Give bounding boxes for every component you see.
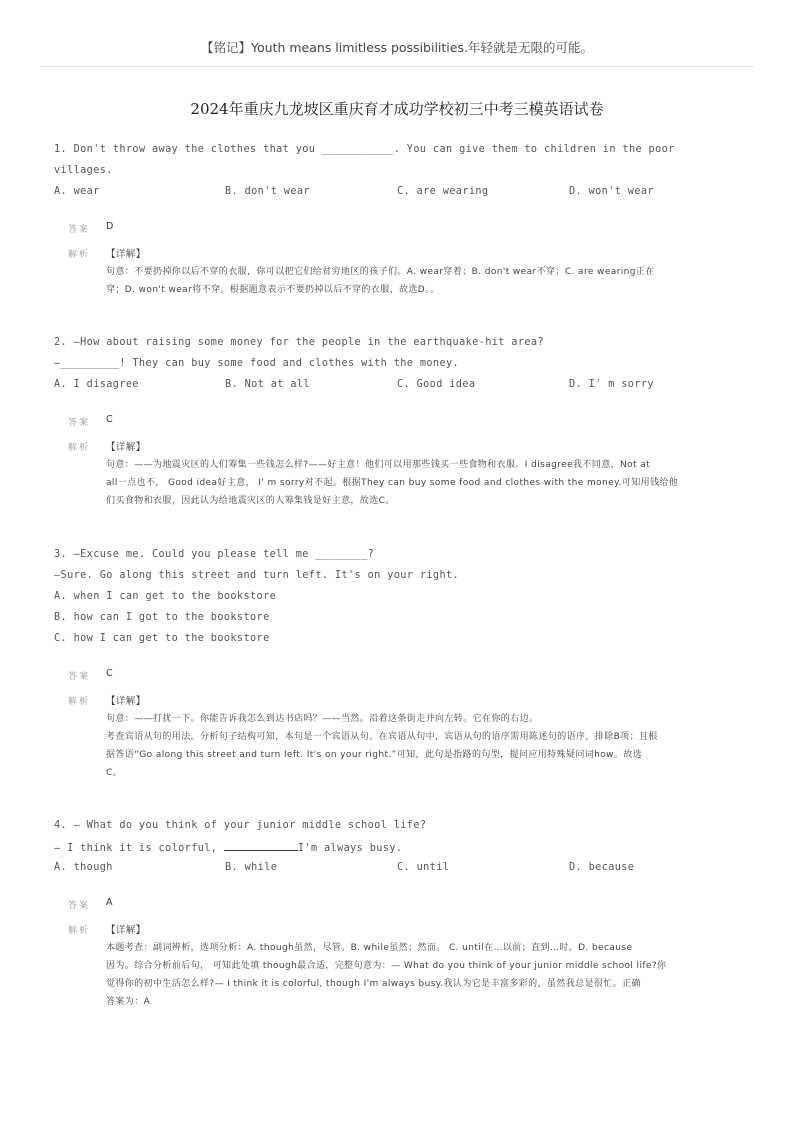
header-divider [40, 66, 754, 67]
option-a: A. though [54, 862, 113, 873]
page-title: 2024年重庆九龙坡区重庆育才成功学校初三中考三模英语试卷 [190, 100, 604, 118]
question-2 [54, 337, 744, 517]
explanation-label: 解析 [68, 250, 91, 260]
question-text-line: —_________! They can buy some food and clothes with the money. [54, 358, 460, 369]
option-d: D. won't wear [569, 186, 654, 197]
explanation-line: 本题考查：副词辨析，选项分析：A. though虽然，尽管。B. while虽然；然而。 C. until在…以前；直到…时。D. because [106, 943, 633, 953]
answer-value: C [106, 414, 114, 425]
explanation-heading: 【详解】 [106, 249, 146, 260]
explanation-line: all一点也不， Good idea好主意， I' m sorry对不起。根据They can buy some food and clothes with the money.可知用钱给他 [106, 478, 679, 488]
question-text-line: 4. — What do you think of your junior middle school life? [54, 820, 427, 831]
explanation-line: 句意：不要扔掉你以后不穿的衣服，你可以把它们给贫穷地区的孩子们。A. wear穿着；B. don't wear不穿；C. are wearing正在 [106, 267, 655, 277]
answer-label: 答案 [68, 418, 91, 428]
explanation-heading: 【详解】 [106, 696, 146, 707]
explanation-line: 答案为：A [106, 997, 151, 1007]
explanation-line: 考查宾语从句的用法。分析句子结构可知，本句是一个宾语从句。在宾语从句中，宾语从句的语序需用陈述句的语序，排除B项；且根 [106, 732, 658, 742]
option-b: B. Not at all [225, 379, 310, 390]
explanation-label: 解析 [68, 926, 91, 936]
question-text-line: —Sure. Go along this street and turn left. It's on your right. [54, 570, 460, 581]
option-c: C. until [397, 862, 450, 873]
question-text-line: 3. —Excuse me. Could you please tell me ________? [54, 549, 375, 560]
option-b: B. how can I got to the bookstore [54, 612, 270, 623]
question-text-line: 1. Don't throw away the clothes that you ___________. You can give them to children in the poor [54, 144, 675, 155]
answer-label: 答案 [68, 225, 91, 235]
question-text-line: 2. —How about raising some money for the people in the earthquake-hit area? [54, 337, 545, 348]
explanation-heading: 【详解】 [106, 442, 146, 453]
option-c: C. are wearing [397, 186, 489, 197]
explanation-label: 解析 [68, 443, 91, 453]
option-a: A. wear [54, 186, 100, 197]
explanation-line: 据答语“Go along this street and turn left. It's on your right.”可知，此句是指路的句型，提问应用特殊疑问词how。故选 [106, 750, 643, 760]
question-text-line: villages. [54, 165, 113, 176]
answer-value: D [106, 221, 114, 232]
answer-label: 答案 [68, 672, 91, 682]
explanation-line: 们买食物和衣服，因此认为给地震灾区的人筹集钱是好主意，故选C。 [106, 496, 395, 506]
option-b: B. don't wear [225, 186, 310, 197]
question-text-part: — I think it is colorful, [54, 843, 224, 854]
option-c: C. Good idea [397, 379, 476, 390]
explanation-line: C。 [106, 768, 123, 778]
option-a: A. I disagree [54, 379, 139, 390]
answer-label: 答案 [68, 901, 91, 911]
option-c: C. how I can get to the bookstore [54, 633, 270, 644]
explanation-line: 句意：——为地震灾区的人们筹集一些钱怎么样?——好主意！他们可以用那些钱买一些食物和衣服。I disagree我不同意，Not at [106, 460, 651, 470]
header-motto: 【铭记】Youth means limitless possibilities.年轻就是无限的可能。 [201, 40, 593, 55]
question-1 [54, 144, 744, 304]
question-text-line [54, 841, 402, 854]
explanation-line: 因为。综合分析前后句， 可知此处填 though最合适，完整句意为：— What do you think of your junior middle school life?你 [106, 961, 667, 971]
explanation-label: 解析 [68, 697, 91, 707]
answer-value: A [106, 897, 113, 908]
explanation-heading: 【详解】 [106, 925, 146, 936]
explanation-line: 觉得你的初中生活怎么样?— I think it is colorful, though I'm always busy.我认为它是丰富多彩的，虽然我总是很忙。正确 [106, 979, 641, 989]
answer-value: C [106, 668, 114, 679]
option-a: A. when I can get to the bookstore [54, 591, 277, 602]
question-3 [54, 549, 744, 789]
question-text-part: I'm always busy. [297, 843, 403, 854]
question-4 [54, 820, 744, 1020]
option-b: B. while [225, 862, 278, 873]
answer-blank [224, 841, 298, 851]
explanation-line: 句意：——打扰一下。你能告诉我怎么到达书店吗？——当然。沿着这条街走并向左转。它在你的右边。 [106, 714, 539, 724]
option-d: D. I' m sorry [569, 379, 654, 390]
option-d: D. because [569, 862, 635, 873]
explanation-line: 穿；D. won't wear将不穿。根据题意表示不要扔掉以后不穿的衣服，故选D。。 [106, 285, 440, 295]
